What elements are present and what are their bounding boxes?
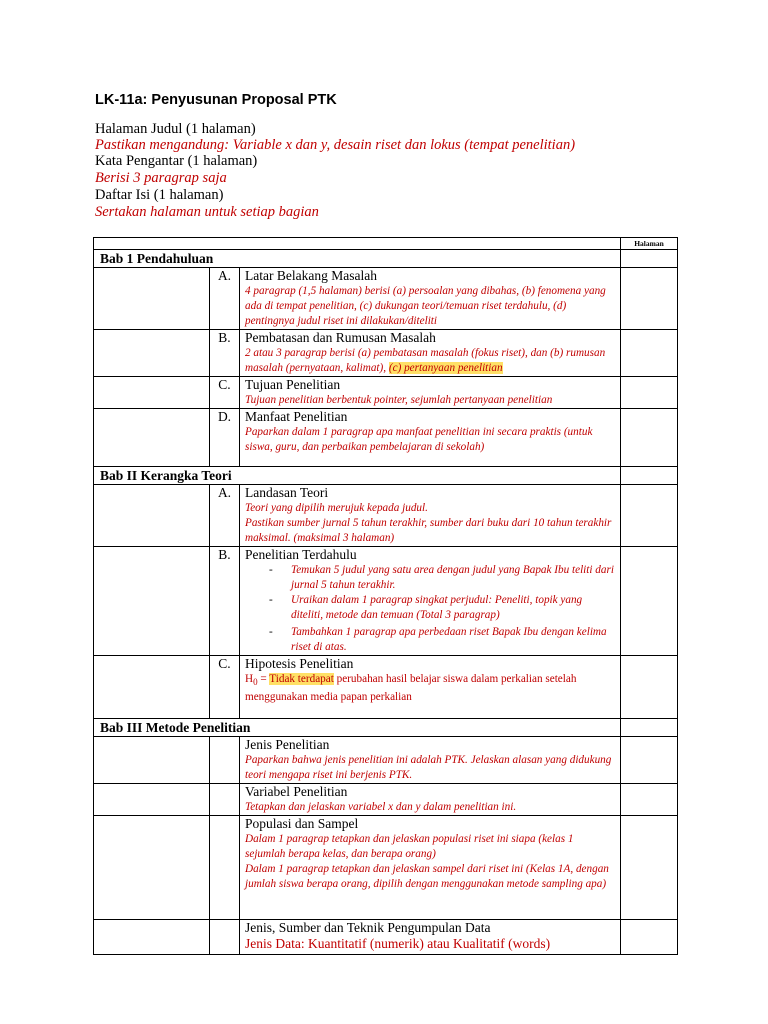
item-note: Tujuan penelitian berbentuk pointer, sejumlah pertanyaan penelitian <box>245 394 553 406</box>
item-note: Teori yang dipilih merujuk kepada judul. <box>245 502 428 514</box>
item-note: Paparkan dalam 1 paragrap apa manfaat penelitian ini secara praktis (untuk siswa, guru, dan perbaikan pembelajaran di sekolah) <box>245 426 593 453</box>
page-number-cell <box>621 268 678 330</box>
item-note: Pastikan sumber jurnal 5 tahun terakhir, sumber dari buku dari 10 tahun terakhir maksimal. (maksimal 3 halaman) <box>245 517 612 544</box>
intro-halaman-judul: Halaman Judul (1 halaman) <box>95 121 256 137</box>
item-label: Penelitian Terdahulu <box>245 547 357 562</box>
item-note: Dalam 1 paragrap tetapkan dan jelaskan sampel dari riset ini (Kelas 1A, dengan jumlah siswa berapa orang, dipilih dengan menggunakan metode sampling apa) <box>245 863 609 890</box>
page-number-cell <box>621 485 678 547</box>
item-label: Jenis, Sumber dan Teknik Pengumpulan Data <box>245 920 491 935</box>
table-row <box>94 656 678 719</box>
table-row <box>94 377 678 409</box>
list-item: - Uraikan dalam 1 paragrap singkat perjudul: Peneliti, topik yang diteliti, metode dan temuan (Total 3 paragrap) <box>291 593 616 623</box>
chapter-title-bab3: Bab III Metode Penelitian <box>94 719 621 737</box>
table-row <box>94 330 678 377</box>
page-number-cell <box>621 330 678 377</box>
list-item: - Tambahkan 1 paragrap apa perbedaan riset Bapak Ibu dengan kelima riset di atas. <box>291 625 616 655</box>
item-label: Hipotesis Penelitian <box>245 656 354 671</box>
item-note: 2 atau 3 paragrap berisi (a) pembatasan masalah (fokus riset), dan (b) rumusan masalah (pernyataan, kalimat), <box>245 347 606 374</box>
highlighted-note: Tidak terdapat <box>269 673 334 685</box>
item-label: Tujuan Penelitian <box>245 377 341 392</box>
item-note: Tetapkan dan jelaskan variabel x dan y dalam penelitian ini. <box>245 801 517 813</box>
item-label: Landasan Teori <box>245 485 329 500</box>
page-number-cell <box>621 377 678 409</box>
chapter-row-bab3 <box>94 719 678 737</box>
item-note: 4 paragrap (1,5 halaman) berisi (a) persoalan yang dibahas, (b) fenomena yang ada di tempat penelitian, (c) dukungan teori/temuan riset terdahulu, (d) pentingnya judul riset ini dilakukan/diteliti <box>245 285 606 327</box>
item-label: Latar Belakang Masalah <box>245 268 377 283</box>
item-label: Manfaat Penelitian <box>245 409 348 424</box>
table-header-row <box>94 238 678 250</box>
table-row <box>94 485 678 547</box>
intro-daftar-isi: Daftar Isi (1 halaman) <box>95 187 224 203</box>
document-title: LK-11a: Penyusunan Proposal PTK <box>95 92 337 108</box>
page-number-cell <box>621 737 678 784</box>
intro-kata-pengantar-note: Berisi 3 paragrap saja <box>95 170 227 186</box>
page-number-cell <box>621 784 678 816</box>
item-note: Paparkan bahwa jenis penelitian ini adalah PTK. Jelaskan alasan yang didukung teori mengapa riset ini berjenis PTK. <box>245 754 612 781</box>
item-label: Variabel Penelitian <box>245 784 348 799</box>
table-row <box>94 920 678 955</box>
item-note: Jenis Data: Kuantitatif (numerik) atau Kualitatif (words) <box>245 936 551 951</box>
intro-halaman-judul-note: Pastikan mengandung: Variable x dan y, desain riset dan lokus (tempat penelitian) <box>95 137 576 153</box>
table-row <box>94 784 678 816</box>
table-row <box>94 268 678 330</box>
item-label: Pembatasan dan Rumusan Masalah <box>245 330 436 345</box>
list-item: - Temukan 5 judul yang satu area dengan judul yang Bapak Ibu teliti dari jurnal 5 tahun terakhir. <box>291 563 616 593</box>
page-number-cell <box>621 547 678 656</box>
highlighted-note: (c) pertanyaan penelitian <box>388 362 503 374</box>
bullet-list <box>245 563 616 655</box>
page-number-cell <box>621 409 678 467</box>
page-number-cell <box>621 816 678 920</box>
table-row <box>94 409 678 467</box>
outline-table <box>93 237 678 955</box>
item-note: Dalam 1 paragrap tetapkan dan jelaskan populasi riset ini siapa (kelas 1 sejumlah berapa kelas, dan berapa orang) <box>245 833 574 860</box>
item-label: Populasi dan Sampel <box>245 816 359 831</box>
item-letter: C. <box>210 656 240 719</box>
item-letter: C. <box>210 377 240 409</box>
item-letter: D. <box>210 409 240 467</box>
hypothesis-text: $H_0$ = Tidak terdapat perubahan hasil belajar siswa dalam perkalian setelah menggunakan media papan perkalian <box>245 673 577 704</box>
table-row <box>94 737 678 784</box>
chapter-title-bab1: Bab 1 Pendahuluan <box>94 250 621 268</box>
halaman-column-header: Halaman <box>621 238 678 250</box>
item-letter: A. <box>210 485 240 547</box>
item-letter: B. <box>210 547 240 656</box>
table-row <box>94 816 678 920</box>
page-number-cell <box>621 656 678 719</box>
chapter-title-bab2: Bab II Kerangka Teori <box>94 467 621 485</box>
intro-kata-pengantar: Kata Pengantar (1 halaman) <box>95 153 258 169</box>
item-label: Jenis Penelitian <box>245 737 330 752</box>
chapter-row-bab2 <box>94 467 678 485</box>
intro-daftar-isi-note: Sertakan halaman untuk setiap bagian <box>95 204 319 220</box>
table-row <box>94 547 678 656</box>
chapter-row-bab1 <box>94 250 678 268</box>
page-number-cell <box>621 920 678 955</box>
item-letter: B. <box>210 330 240 377</box>
item-letter: A. <box>210 268 240 330</box>
